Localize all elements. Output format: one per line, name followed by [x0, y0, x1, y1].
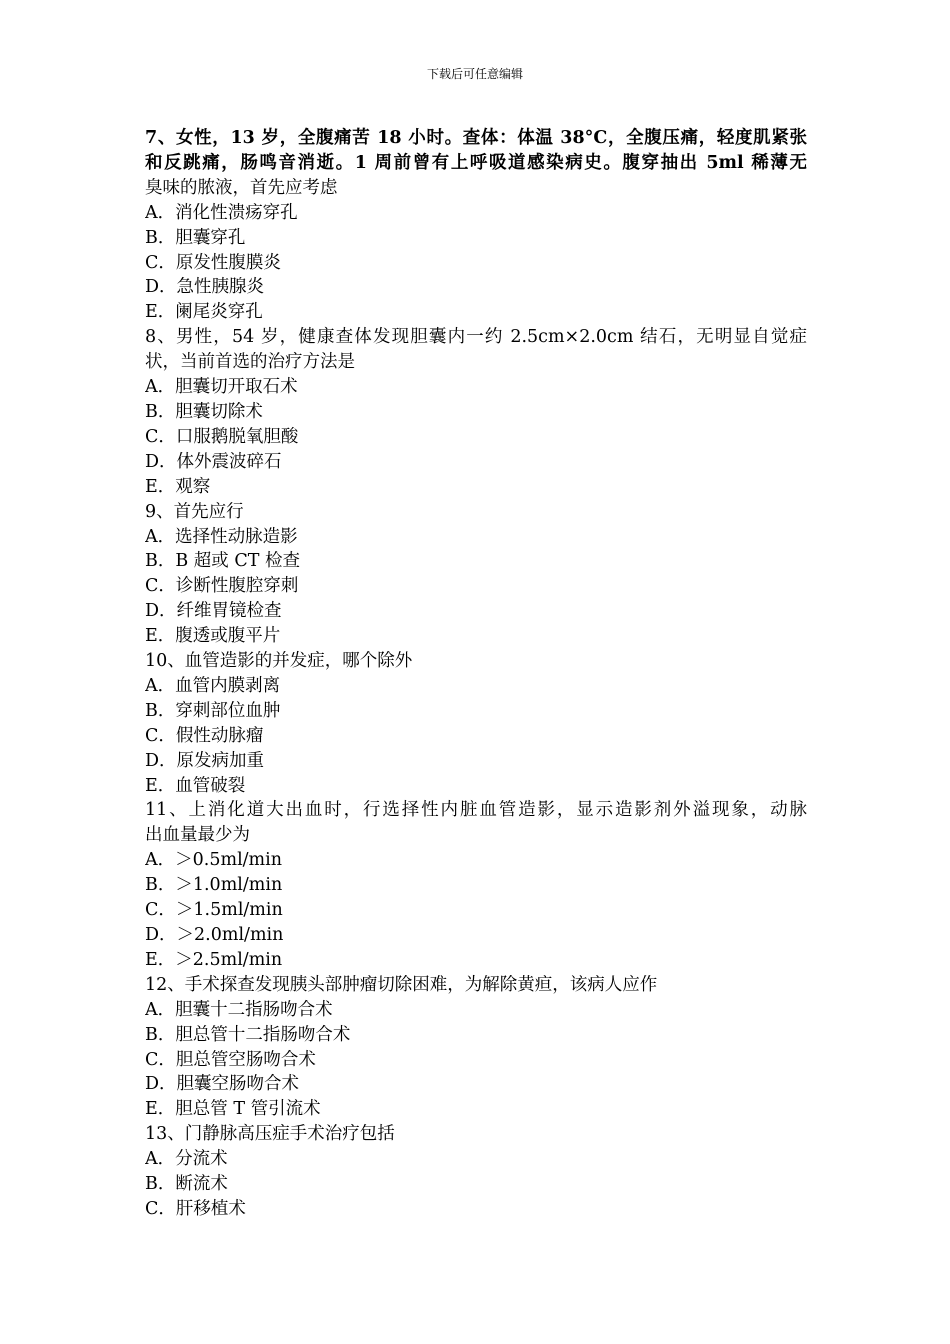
question-12: [145, 973, 807, 1122]
question-8-stem-line-2: 状，当前首选的治疗方法是: [145, 352, 355, 373]
question-12-option-b: B．胆总管十二指肠吻合术: [145, 1024, 351, 1045]
question-12-option-e: E．胆总管 T 管引流术: [145, 1099, 321, 1120]
question-12-option-c: C．胆总管空肠吻合术: [145, 1049, 316, 1070]
question-11: [145, 798, 807, 972]
page-header: 下载后可任意编辑: [426, 67, 523, 81]
question-11-option-b: B．＞1.0ml/min: [145, 875, 283, 896]
question-8-option-c: C．口服鹅脱氧胆酸: [145, 426, 299, 447]
question-9-option-a: A．选择性动脉造影: [145, 526, 298, 547]
question-12-option-a: A．胆囊十二指肠吻合术: [145, 999, 333, 1020]
question-7-stem-line-2: 和反跳痛，肠鸣音消逝。1 周前曾有上呼吸道感染病史。腹穿抽出 5ml 稀薄无: [145, 152, 807, 173]
question-9-option-d: D．纤维胃镜检查: [145, 601, 282, 622]
question-9-option-b: B．B 超或 CT 检查: [145, 551, 300, 572]
question-list: [145, 126, 807, 1222]
question-13: [145, 1122, 807, 1222]
question-13-option-b: B．断流术: [145, 1174, 228, 1195]
question-11-stem-line-1: 11、上消化道大出血时，行选择性内脏血管造影，显示造影剂外溢现象，动脉: [145, 800, 807, 821]
question-8-stem-line-1: 8、男性，54 岁，健康查体发现胆囊内一约 2.5cm×2.0cm 结石，无明显自觉症: [145, 327, 807, 348]
question-9-stem-line-1: 9、首先应行: [145, 501, 244, 522]
question-13-stem-line-1: 13、门静脉高压症手术治疗包括: [145, 1124, 395, 1145]
question-10-option-a: A．血管内膜剥离: [145, 675, 281, 696]
question-13-option-a: A．分流术: [145, 1149, 228, 1170]
question-12-stem-line-1: 12、手术探查发现胰头部肿瘤切除困难，为解除黄疸，该病人应作: [145, 974, 658, 995]
question-7-option-d: D．急性胰腺炎: [145, 277, 265, 298]
question-11-option-d: D．＞2.0ml/min: [145, 925, 284, 945]
question-11-option-e: E．＞2.5ml/min: [145, 949, 283, 970]
question-7-stem-line-3: 臭味的脓液，首先应考虑: [145, 177, 338, 198]
question-11-stem-line-2: 出血量最少为: [145, 825, 250, 846]
question-10: [145, 649, 807, 798]
question-7-stem-line-1: 7、女性，13 岁，全腹痛苦 18 小时。查体：体温 38°C，全腹压痛，轻度肌紧张: [145, 128, 807, 148]
question-7-option-c: C．原发性腹膜炎: [145, 252, 281, 273]
question-10-option-e: E．血管破裂: [145, 775, 246, 796]
question-10-stem-line-1: 10、血管造影的并发症，哪个除外: [145, 651, 413, 672]
question-10-option-c: C．假性动脉瘤: [145, 725, 264, 746]
question-7-option-e: E．阑尾炎穿孔: [145, 302, 263, 323]
question-7-option-b: B．胆囊穿孔: [145, 227, 246, 248]
question-9-option-c: C．诊断性腹腔穿刺: [145, 576, 299, 597]
question-11-option-a: A．＞0.5ml/min: [145, 850, 283, 871]
question-8-option-a: A．胆囊切开取石术: [145, 377, 298, 398]
question-9-option-e: E．腹透或腹平片: [145, 626, 281, 647]
question-8-option-e: E．观察: [145, 476, 211, 497]
question-10-option-b: B．穿刺部位血肿: [145, 700, 281, 721]
question-7: [145, 126, 807, 325]
question-9: [145, 500, 807, 649]
question-8-option-b: B．胆囊切除术: [145, 401, 263, 422]
question-13-option-c: C．肝移植术: [145, 1198, 246, 1219]
question-12-option-d: D．胆囊空肠吻合术: [145, 1074, 300, 1095]
question-10-option-d: D．原发病加重: [145, 750, 265, 771]
question-8: [145, 325, 807, 499]
question-7-option-a: A．消化性溃疡穿孔: [145, 202, 298, 223]
question-8-option-d: D．体外震波碎石: [145, 451, 282, 472]
question-11-option-c: C．＞1.5ml/min: [145, 900, 283, 921]
